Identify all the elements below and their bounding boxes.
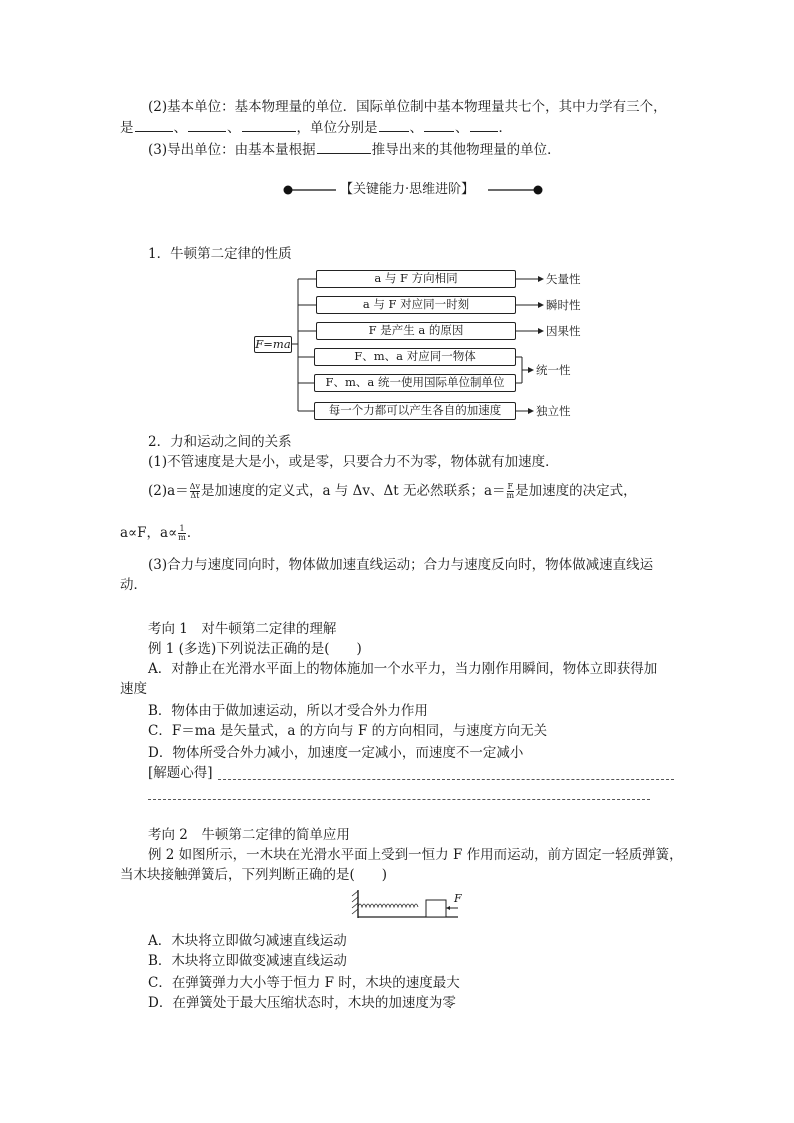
section-banner-title: 【关键能力·思维进阶】: [340, 182, 475, 197]
diagram-root: F=ma: [255, 337, 291, 351]
q1-option-d: D．物体所受合外力减小，加速度一定减小，而速度不一定减小: [148, 745, 524, 761]
text: 、: [455, 120, 469, 136]
fill-blank[interactable]: [317, 140, 371, 154]
fraction: [178, 525, 186, 542]
text: a∝F，a∝: [120, 525, 178, 541]
q1-option-a-line1: A．对静止在光滑水平面上的物体施加一个水平力，当力刚作用瞬间，物体立即获得加: [148, 661, 658, 677]
fill-blank[interactable]: [379, 118, 409, 132]
fill-blank[interactable]: [470, 118, 498, 132]
text: ．: [498, 120, 512, 136]
denominator: m: [506, 491, 515, 500]
text: 是加速度的定义式，a 与 Δv、Δt 无必然联系；a＝: [200, 483, 506, 499]
diagram-box-si-units: F、m、a 统一使用国际单位制单位: [314, 374, 516, 392]
text: 、: [173, 120, 187, 136]
q2-option-a: A．木块将立即做匀减速直线运动: [148, 933, 347, 949]
fill-blank[interactable]: [242, 118, 296, 132]
diagram-box-independent: 每一个力都可以产生各自的加速度: [314, 402, 516, 420]
fraction: [190, 483, 200, 500]
text: 是: [120, 120, 134, 136]
spring-block-drawing: [350, 888, 470, 920]
notes-line[interactable]: [218, 779, 674, 780]
q1-notes-label: [解题心得]: [148, 765, 213, 781]
label-independent: 独立性: [536, 404, 571, 418]
force-label: F: [454, 892, 462, 905]
property-diagram: [250, 266, 580, 426]
section-banner: [282, 182, 544, 198]
denominator: Δt: [190, 491, 200, 500]
label-unified: 统一性: [536, 363, 571, 377]
q2-stem-line2: 当木块接触弹簧后，下列判断正确的是( ): [120, 867, 388, 883]
diagram-box-vector: a 与 F 方向相同: [316, 270, 516, 288]
relation-p1: (1)不管速度是大是小，或是零，只要合力不为零，物体就有加速度．: [148, 454, 559, 470]
q1-option-c: C．F＝ma 是矢量式，a 的方向与 F 的方向相同，与速度方向无关: [148, 723, 548, 739]
q2-option-c: C．在弹簧弹力大小等于恒力 F 时，木块的速度最大: [148, 975, 460, 991]
label-cause: 因果性: [546, 324, 581, 338]
denominator: m: [178, 533, 186, 542]
fill-blank[interactable]: [188, 118, 226, 132]
relation-p3-line2: 动．: [120, 577, 147, 593]
numerator: 1: [179, 524, 185, 533]
numerator: Δv: [189, 482, 200, 491]
q2-title: 考向 2 牛顿第二定律的简单应用: [148, 827, 350, 843]
fill-blank[interactable]: [424, 118, 454, 132]
basic-units-line1: (2)基本单位：基本物理量的单位．国际单位制中基本物理量共七个，其中力学有三个，: [148, 99, 667, 115]
text: ，单位分别是: [296, 120, 378, 136]
q1-option-b: B．物体由于做加速运动，所以才受合外力作用: [148, 703, 428, 719]
notes-line[interactable]: [148, 799, 650, 800]
basic-units-line2: [120, 118, 512, 137]
q1-stem: 例 1 (多选)下列说法正确的是( ): [148, 641, 362, 657]
q1-title: 考向 1 对牛顿第二定律的理解: [148, 621, 337, 637]
diagram-box-instant: a 与 F 对应同一时刻: [316, 296, 516, 314]
relation-p2-line2: [120, 524, 200, 542]
text: ．: [186, 525, 201, 541]
diagram-box-same-object: F、m、a 对应同一物体: [314, 348, 516, 366]
text: 、: [227, 120, 241, 136]
label-instant: 瞬时性: [546, 298, 581, 312]
relation-p3-line1: (3)合力与速度同向时，物体做加速直线运动；合力与速度反向时，物体做减速直线运: [148, 557, 654, 573]
section1-title: 1．牛顿第二定律的性质: [148, 246, 292, 262]
relation-p2-line1: [148, 482, 637, 500]
label-vector: 矢量性: [546, 272, 581, 286]
text: 、: [409, 120, 423, 136]
spring-block-figure: [350, 888, 470, 920]
q2-option-b: B．木块将立即做变减速直线运动: [148, 953, 347, 969]
text: (2)a＝: [148, 483, 189, 499]
q2-option-d: D．在弹簧处于最大压缩状态时，木块的加速度为零: [148, 995, 456, 1011]
diagram-box-cause: F 是产生 a 的原因: [316, 322, 516, 340]
fill-blank[interactable]: [135, 118, 173, 132]
derived-units-line: [148, 140, 561, 159]
text: (3)导出单位：由基本量根据: [148, 142, 316, 158]
numerator: F: [507, 482, 514, 491]
q2-stem-line1: 例 2 如图所示，一木块在光滑水平面上受到一恒力 F 作用而运动，前方固定一轻质弹簧，: [148, 847, 683, 863]
text: 是加速度的决定式，: [515, 483, 637, 499]
q1-option-a-line2: 速度: [120, 681, 147, 697]
section2-title: 2．力和运动之间的关系: [148, 434, 292, 450]
fraction: [507, 483, 515, 500]
text: 推导出来的其他物理量的单位．: [371, 142, 561, 158]
